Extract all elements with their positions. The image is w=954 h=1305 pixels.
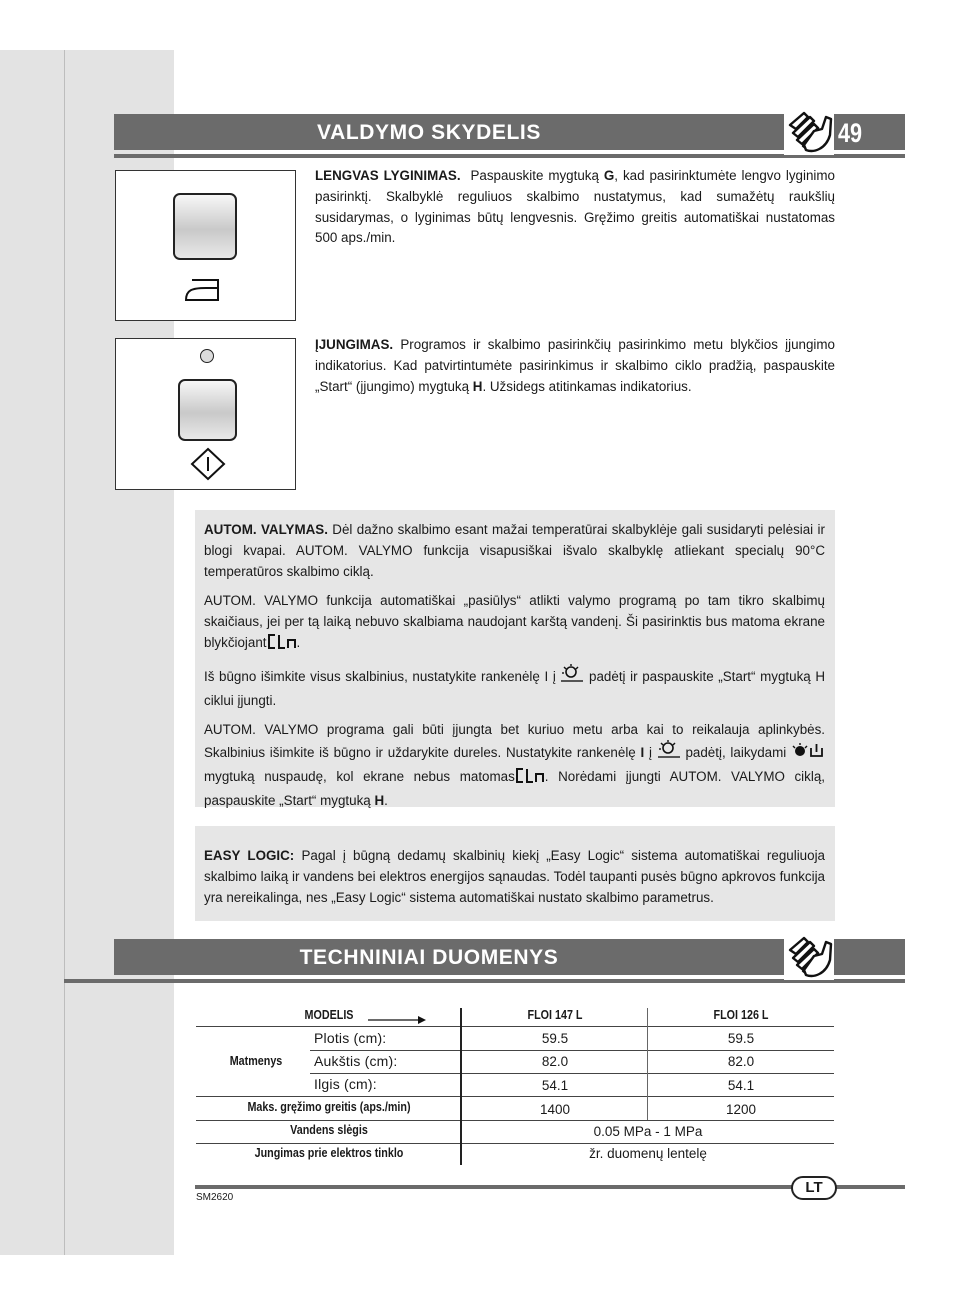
- language-badge: LT: [791, 1176, 837, 1200]
- row-label: Plotis (cm):: [314, 1030, 387, 1046]
- column-divider: [460, 1008, 462, 1165]
- autom-p4-key2: H: [374, 793, 385, 808]
- row-divider: [310, 1050, 834, 1051]
- autom-label: AUTOM. VALYMAS.: [204, 522, 328, 537]
- autom-p2-text: AUTOM. VALYMO funkcija automatiškai „pasiūlys“ atlikti valymo programą po tam tikro skalbimų skaičiaus, jei per tą laiką nebuvo skalbiama naudojant karštą vandenį. Ši pasirinktis bus matoma ekrane blykčiojant: [204, 593, 825, 650]
- pressure-label: Vandens slėgis: [290, 1123, 368, 1137]
- lengvas-paragraph: [315, 166, 835, 249]
- section-title: VALDYMO SKYDELIS: [317, 121, 541, 144]
- header-model2: FLOI 126 L: [713, 1008, 769, 1022]
- group-dimensions: Matmenys: [229, 1054, 283, 1068]
- side-band-divider: [64, 50, 65, 1255]
- autom-p4-key: I: [640, 745, 645, 760]
- autom-p4-text-a: AUTOM. VALYMO programa gali būti įjungta bet kuriuo metu arba kai to reikalauja aplinkybės. Skalbinius išimkite iš būgno ir uždarykite dureles. Nustatykite rankenėlę: [204, 722, 825, 760]
- autom-p3-text-a: Iš būgno išimkite visus skalbinius, nustatykite rankenėlę I į: [204, 669, 561, 684]
- easy-label: EASY LOGIC:: [204, 848, 295, 863]
- column-divider: [647, 1008, 648, 1120]
- page-number: 49: [838, 118, 863, 148]
- autom-p2: [204, 590, 825, 656]
- power-label: Jungimas prie elektros tinklo: [254, 1146, 404, 1160]
- autom-p1: [204, 519, 825, 582]
- autom-valymas-box: [195, 510, 835, 807]
- ijungimas-paragraph: [315, 335, 835, 397]
- start-button[interactable]: [178, 379, 237, 441]
- easy-iron-button[interactable]: [173, 193, 237, 260]
- autom-p4: [204, 719, 825, 811]
- power-value: žr. duomenų lentelę: [589, 1146, 707, 1161]
- row-divider: [196, 1026, 834, 1027]
- header-models: MODELIS: [304, 1008, 354, 1022]
- autom-p4-text-c: padėtį, laikydami: [680, 745, 791, 760]
- header-model1: FLOI 147 L: [527, 1008, 583, 1022]
- display-cln-icon: [267, 633, 297, 656]
- autom-p4-text-e: . Norėdami įjungti AUTOM. VALYMO ciklą, paspauskite „Start“ mygtuką: [204, 769, 825, 808]
- easy-paragraph: [204, 845, 825, 908]
- autoclean-icon: [657, 740, 681, 766]
- ijungimas-text1: Programos ir skalbimo pasirinkčių pasirinkimo metu blykčios įjungimo indikatorius. Kad patvirtintumėte pasirinkimus ir skalbimo ciklo pradžią, paspauskite „Start“ (įjungimo) mygtuką: [315, 337, 835, 394]
- section-title: TECHNINIAI DUOMENYS: [299, 946, 559, 969]
- autom-p3-text-b: padėtį ir paspauskite „Start“ mygtuką H ciklui įjungti.: [204, 669, 825, 708]
- cell-value: 54.1: [727, 1078, 755, 1093]
- cell-value: 1400: [539, 1102, 571, 1117]
- cell-value: 59.5: [541, 1031, 569, 1046]
- document-code: SM2620: [196, 1192, 234, 1203]
- lengvas-text2: , kad pasirinktumėte lengvo lyginimo pasirinktį. Skalbyklė reguliuos skalbimo nustatymus, kad sumažėtų raukšlių susidarymas, o lyginimas būtų lengvesnis. Gręžimo greitis automatiškai nustatomas 500 aps./min.: [315, 168, 835, 246]
- easy-text: Pagal į būgną dedamų skalbinių kiekį „Easy Logic“ sistema automatiškai reguliuoja skalbimo laiką ir vandens bei elektros energijos sąnaudas. Todėl taupanti pusės būgno apkrovos funkcija yra nereikalinga, nes „Easy Logic“ sistema automatiškai nustato skalbimo parametrus.: [204, 848, 825, 905]
- cell-value: 54.1: [541, 1078, 569, 1093]
- pressure-value: 0.05 MPa - 1 MPa: [593, 1124, 703, 1139]
- ijungimas-text2: . Užsidegs atitinkamas indikatorius.: [482, 378, 692, 394]
- row-label: Aukštis (cm):: [314, 1053, 398, 1069]
- row-divider: [196, 1120, 834, 1121]
- cell-value: 1200: [725, 1102, 757, 1117]
- autom-p4-text-d: mygtuką nuspaudę, kol ekrane nebus matomas: [204, 769, 515, 784]
- hand-icon: [784, 105, 834, 155]
- cell-value: 59.5: [727, 1031, 755, 1046]
- section-rule: [64, 979, 905, 983]
- row-label: Ilgis (cm):: [314, 1076, 377, 1092]
- cell-value: 82.0: [541, 1054, 569, 1069]
- start-indicator-led: [200, 349, 214, 363]
- autom-p4-text-f: .: [384, 793, 388, 808]
- autoclean-button-icon: [791, 742, 825, 766]
- autom-p4-text-b: į: [644, 745, 657, 760]
- start-diamond-icon: [190, 447, 226, 486]
- display-cln-icon: [515, 767, 545, 790]
- cell-value: 82.0: [727, 1054, 755, 1069]
- hand-icon: [784, 930, 834, 980]
- autom-p1-text: Dėl dažno skalbimo esant mažai temperatūrai skalbyklėje gali susidaryti pelėsiai ir blogi kvapai. AUTOM. VALYMO funkcija visapusiškai išvalo skalbyklę atliekant specialų 90°C temperatūros skalbimo ciklą.: [204, 522, 825, 579]
- lengvas-label: LENGVAS LYGINIMAS.: [315, 168, 461, 183]
- autoclean-icon: [560, 664, 584, 690]
- easy-logic-box: [195, 826, 835, 921]
- panel-easy-iron: [115, 170, 296, 321]
- lengvas-text1: Paspauskite mygtuką: [470, 168, 604, 183]
- lengvas-key: G: [603, 168, 615, 183]
- row-divider: [196, 1143, 834, 1144]
- autom-p2-end: .: [296, 635, 301, 650]
- row-divider: [310, 1073, 834, 1074]
- panel-start: [115, 338, 296, 490]
- iron-icon: [182, 276, 224, 307]
- row-divider: [196, 1096, 834, 1097]
- ijungimas-key: H: [472, 378, 483, 394]
- ijungimas-label: ĮJUNGIMAS.: [315, 337, 394, 352]
- autom-p3: [204, 664, 825, 711]
- spin-label: Maks. gręžimo greitis (aps./min): [247, 1100, 411, 1114]
